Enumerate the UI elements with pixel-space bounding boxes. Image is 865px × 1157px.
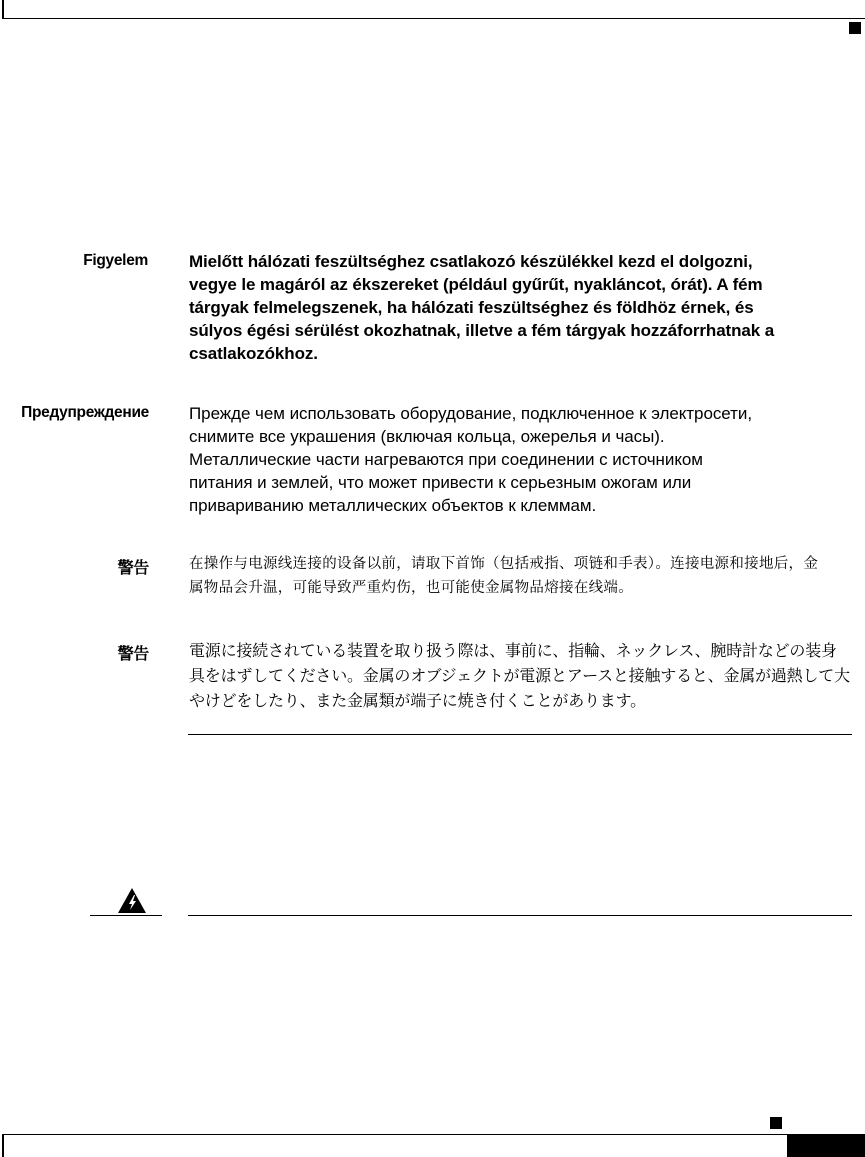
- footer-marker: [770, 1117, 782, 1129]
- header-marker: [849, 22, 861, 34]
- icon-underline-rule: [90, 915, 162, 916]
- warning-text-chinese: 在操作与电源线连接的设备以前，请取下首饰（包括戒指、项链和手表）。连接电源和接地后，金 属物品会升温，可能导致严重灼伤，也可能使金属物品熔接在线端。: [189, 556, 819, 596]
- footer-page-tab: [787, 1135, 865, 1157]
- footer-corner-mark: [2, 1134, 4, 1157]
- warning-label-hungarian: Figyelem: [83, 252, 148, 269]
- warning-label-chinese: 警告: [117, 558, 149, 577]
- warning-text-hungarian: Mielőtt hálózati feszültséghez csatlakozó készülékkel kezd el dolgozni, vegye le magáról az ékszereket (például gyűrűt, nyakláncot, órát). A fém tárgyak felmelegszenek, ha hálózati feszültséghez és földhöz érnek, és súlyos égési sérülést okozhatnak, illetve a fém tárgyak hozzáforrhatnak a csatlakozókhoz.: [189, 252, 775, 363]
- header-rule: [2, 18, 865, 19]
- warning-label-japanese: 警告: [117, 644, 149, 663]
- warning-label-russian: Предупреждение: [21, 404, 149, 421]
- warning-divider: [188, 915, 852, 916]
- warning-text-russian: Прежде чем использовать оборудование, подключенное к электросети, снимите все украшения (включая кольца, ожерелья и часы). Металлические части нагреваются при соединении с источником питания и землей, что может привести к серьезным ожогам или привариванию металлических объектов к клеммам.: [189, 404, 752, 515]
- footer-rule: [2, 1134, 865, 1135]
- section-divider: [188, 734, 852, 735]
- page-corner-mark: [2, 0, 4, 19]
- warning-text-japanese: 電源に接続されている装置を取り扱う際は、事前に、指輪、ネックレス、腕時計などの装身 具をはずしてください。金属のオブジェクトが電源とアースと接触すると、金属が過熱して大 やけどをしたり、また金属類が端子に焼き付くことがあります。: [189, 641, 850, 710]
- warning-triangle-icon: [117, 887, 147, 914]
